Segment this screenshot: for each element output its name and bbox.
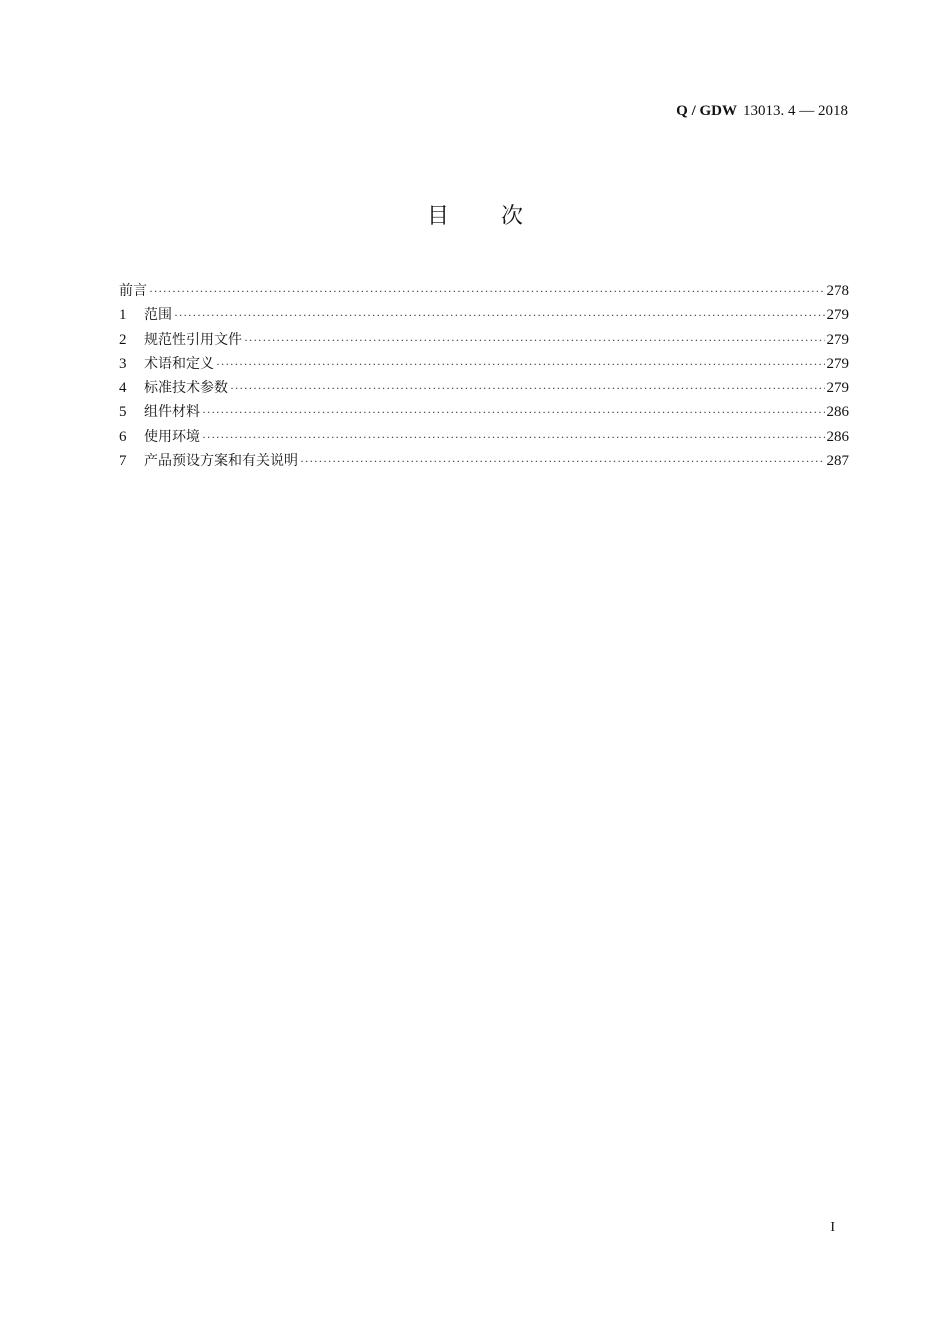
toc-entry-6[interactable] xyxy=(119,425,849,449)
toc-entry-number: 3 xyxy=(119,355,127,372)
toc-entry-page: 278 xyxy=(826,283,849,299)
toc-entry-label: 前言 xyxy=(119,283,147,299)
toc-entry-page: 279 xyxy=(826,355,849,372)
toc-entry-3[interactable] xyxy=(119,352,849,376)
dot-leader xyxy=(149,279,825,303)
toc-entry-number: 5 xyxy=(119,404,127,421)
toc-entry-page: 279 xyxy=(826,307,849,324)
toc-entry-label: 标准技术参数 xyxy=(144,380,228,397)
title-char-1: 目 xyxy=(426,204,449,229)
toc-entry-page: 287 xyxy=(826,453,849,470)
standard-number: 13013. 4 — 2018 xyxy=(743,103,848,119)
toc-entry-label: 组件材料 xyxy=(144,404,200,421)
toc-entry-4[interactable] xyxy=(119,376,849,400)
toc-entry-label: 规范性引用文件 xyxy=(144,331,242,348)
document-code xyxy=(676,101,848,121)
page-number: I xyxy=(830,1220,835,1235)
dot-leader xyxy=(202,425,825,449)
dot-leader xyxy=(300,449,825,473)
toc-entry-page: 279 xyxy=(826,380,849,397)
dot-leader xyxy=(230,376,825,400)
toc-entry-label: 范围 xyxy=(144,307,172,324)
toc-entry-number: 1 xyxy=(119,307,127,324)
toc-entry-2[interactable] xyxy=(119,328,849,352)
toc-entry-label: 术语和定义 xyxy=(144,355,214,372)
toc-entry-page: 286 xyxy=(826,404,849,421)
page-title xyxy=(0,200,950,234)
toc-entry-7[interactable] xyxy=(119,449,849,473)
toc-entry-label: 产品预设方案和有关说明 xyxy=(144,453,298,470)
toc-entry-number: 4 xyxy=(119,380,127,397)
standard-prefix: Q / GDW xyxy=(676,103,737,119)
dot-leader xyxy=(202,400,825,424)
title-char-2: 次 xyxy=(501,204,524,229)
toc-entry-1[interactable] xyxy=(119,303,849,327)
toc-entry-page: 286 xyxy=(826,428,849,445)
toc-entry-page: 279 xyxy=(826,331,849,348)
toc-entry-label: 使用环境 xyxy=(144,428,200,445)
dot-leader xyxy=(244,328,825,352)
toc-entry-number: 6 xyxy=(119,428,127,445)
toc-entry-number: 2 xyxy=(119,331,127,348)
toc-entry-number: 7 xyxy=(119,453,127,470)
table-of-contents xyxy=(119,279,849,473)
dot-leader xyxy=(174,303,825,327)
toc-entry-foreword[interactable] xyxy=(119,279,849,303)
dot-leader xyxy=(216,352,825,376)
toc-entry-5[interactable] xyxy=(119,400,849,424)
